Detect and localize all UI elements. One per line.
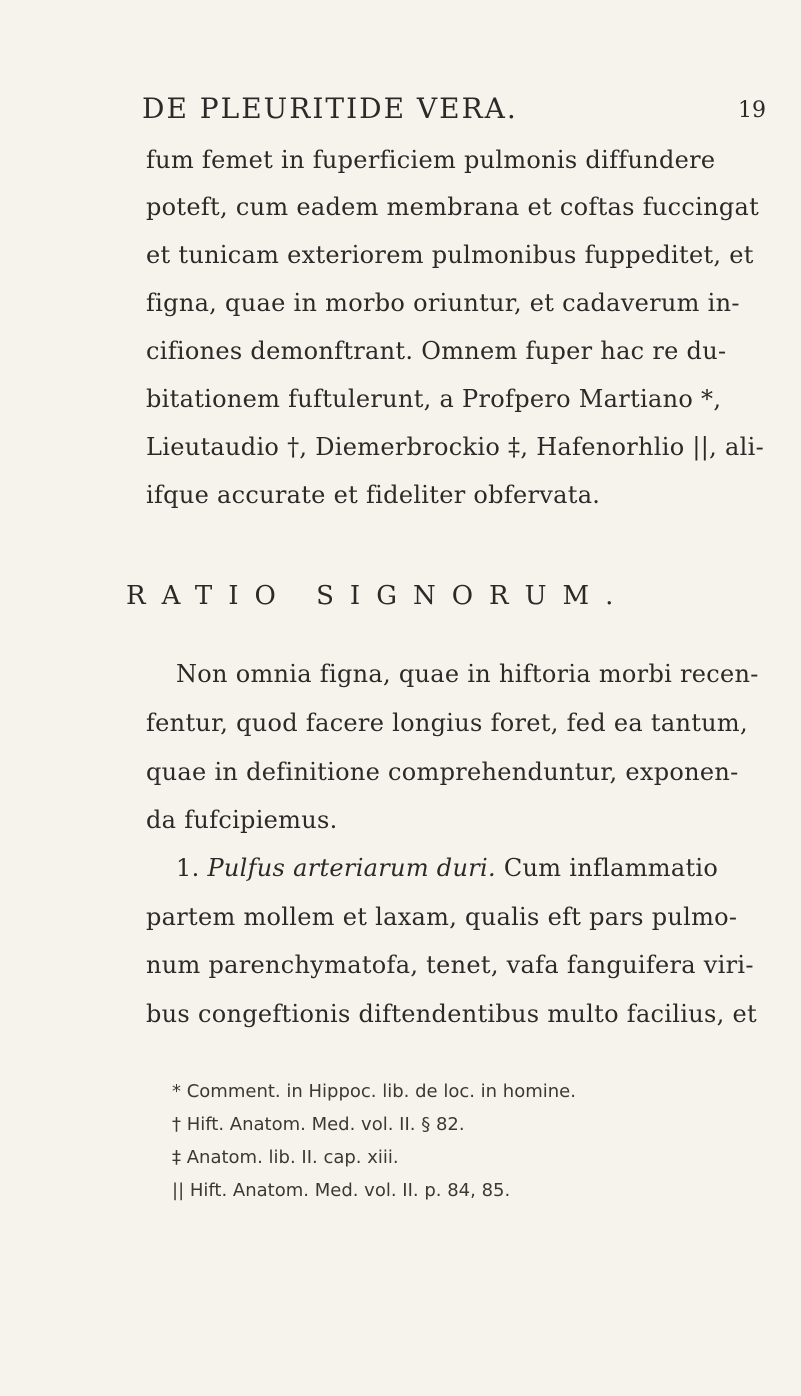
footnote: † Hift. Anatom. Med. vol. II. § 82.: [172, 1114, 465, 1135]
text-line: ifque accurate et fideliter obfervata.: [146, 481, 601, 509]
item-number: 1.: [176, 854, 200, 882]
text-line: figna, quae in morbo oriuntur, et cadaverum in-: [146, 289, 740, 317]
page-number: 19: [738, 98, 766, 123]
text-line: bitationem fuftulerunt, a Profpero Martiano *,: [146, 385, 722, 413]
running-title: DE PLEURITIDE VERA.: [142, 92, 518, 125]
text-line: bus congeftionis diftendentibus multo facilius, et: [146, 1000, 757, 1028]
item-first-line-text: Cum inflammatio: [503, 854, 719, 882]
item-title: Pulfus arteriarum duri.: [207, 854, 496, 882]
text-line: cifiones demonftrant. Omnem fuper hac re du-: [146, 337, 727, 365]
footnote: ‡ Anatom. lib. II. cap. xiii.: [172, 1147, 399, 1168]
text-line: Lieutaudio †, Diemerbrockio ‡, Hafenorhlio ||, ali-: [146, 433, 764, 461]
text-line: Non omnia figna, quae in hiftoria morbi recen-: [176, 660, 759, 688]
text-line: quae in definitione comprehenduntur, exponen-: [146, 758, 739, 786]
page-header: [0, 92, 801, 132]
text-line: poteft, cum eadem membrana et coftas fuccingat: [146, 193, 760, 221]
text-line: num parenchymatofa, tenet, vafa fanguifera viri-: [146, 951, 754, 979]
text-line: fentur, quod facere longius foret, fed ea tantum,: [146, 709, 748, 737]
item-first-line: [176, 854, 718, 882]
text-line: et tunicam exteriorem pulmonibus fuppeditet, et: [146, 241, 754, 269]
text-line: partem mollem et laxam, qualis eft pars pulmo-: [146, 903, 738, 931]
footnote: || Hift. Anatom. Med. vol. II. p. 84, 85.: [172, 1180, 511, 1201]
section-heading: RATIO SIGNORUM.: [126, 581, 630, 611]
footnote: * Comment. in Hippoc. lib. de loc. in homine.: [172, 1081, 576, 1102]
text-line: fum femet in fuperficiem pulmonis diffundere: [146, 146, 716, 174]
text-line: da fufcipiemus.: [146, 806, 338, 834]
